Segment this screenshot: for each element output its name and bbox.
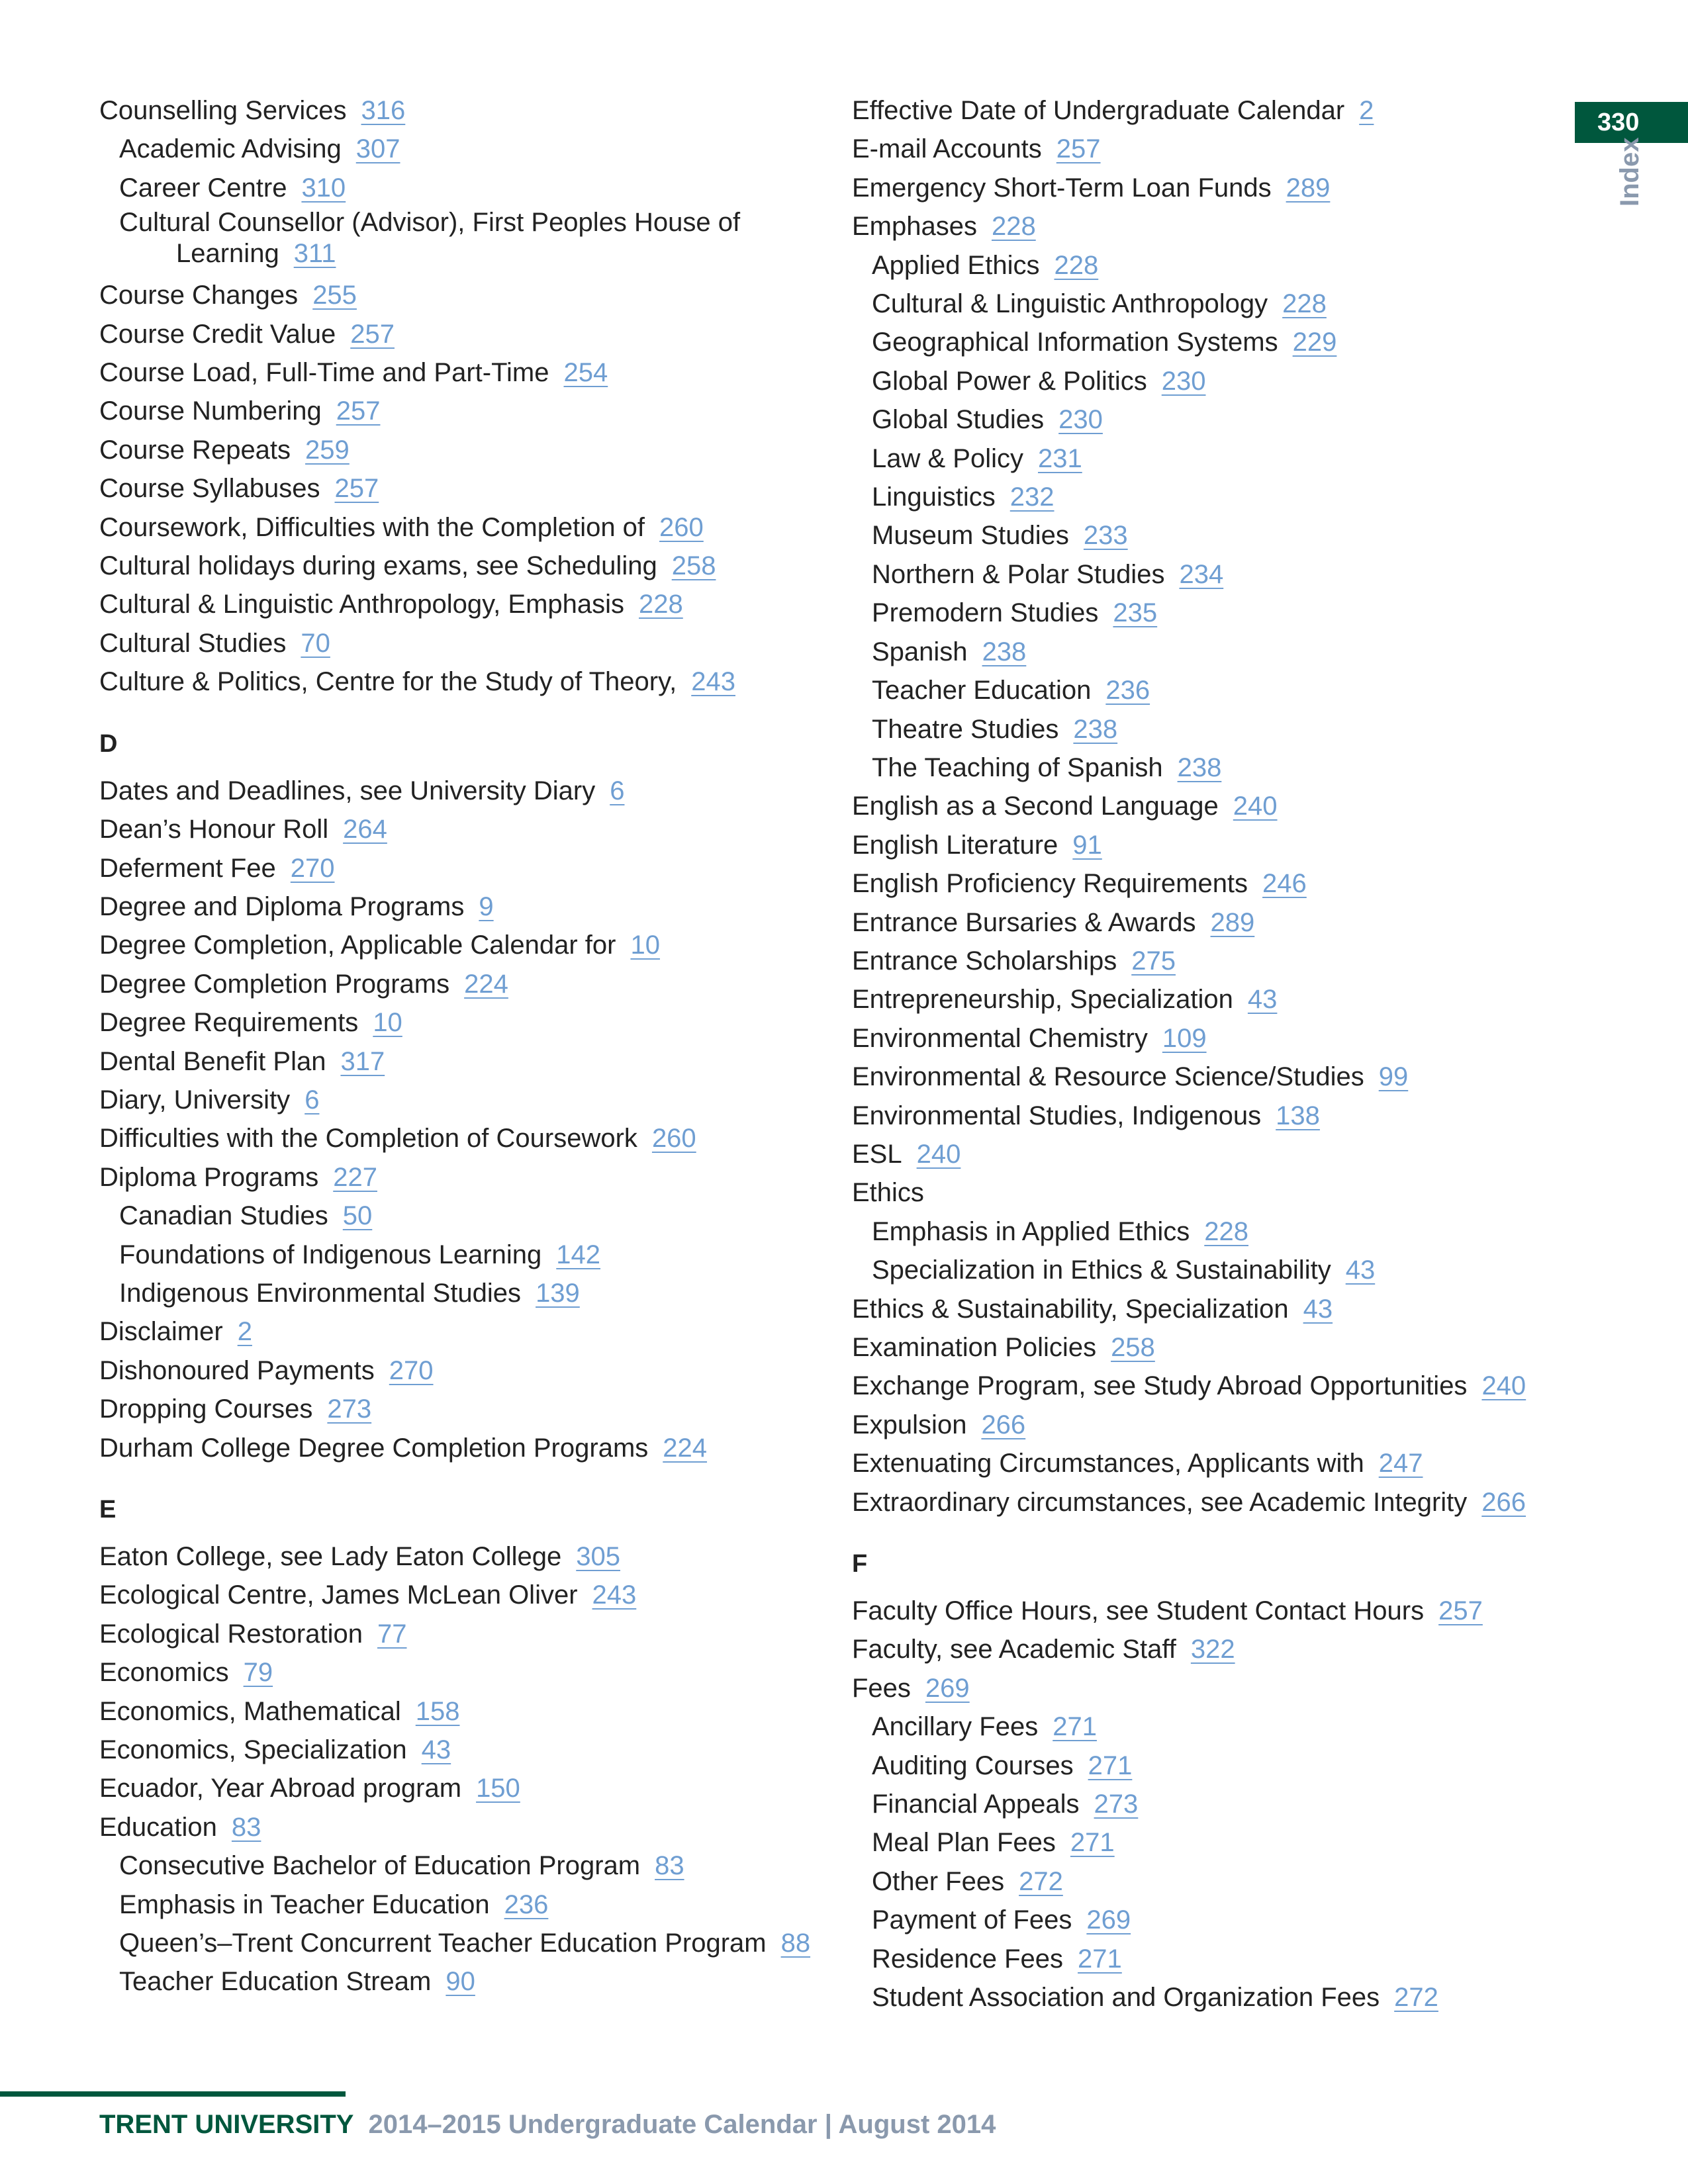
page-link[interactable]: 228 xyxy=(1282,289,1327,319)
index-term: Deferment Fee xyxy=(99,853,276,883)
index-term: E-mail Accounts xyxy=(852,134,1042,164)
index-entry xyxy=(852,130,1547,168)
index-entry xyxy=(852,207,1547,246)
index-term: Degree and Diploma Programs xyxy=(99,891,465,921)
page-link[interactable]: 271 xyxy=(1088,1751,1133,1780)
index-entry xyxy=(852,787,1547,825)
page-link[interactable]: 240 xyxy=(916,1139,961,1169)
page-link[interactable]: 142 xyxy=(556,1240,601,1269)
index-term: Disclaimer xyxy=(99,1317,223,1347)
page-link[interactable]: 266 xyxy=(981,1410,1026,1439)
page-link[interactable]: 317 xyxy=(340,1046,385,1076)
index-subentry xyxy=(852,439,1547,478)
index-term: Course Syllabuses xyxy=(99,474,320,504)
index-term: Entrepreneurship, Specialization xyxy=(852,985,1233,1015)
index-term: Course Load, Full-Time and Part-Time xyxy=(99,358,549,388)
index-entry xyxy=(99,392,808,430)
index-term: Academic Advising xyxy=(119,134,342,164)
page-link[interactable]: 150 xyxy=(476,1774,520,1803)
index-subentry xyxy=(99,207,808,276)
index-entry xyxy=(99,431,808,469)
index-term: Payment of Fees xyxy=(872,1905,1072,1935)
index-subentry xyxy=(852,1785,1547,1823)
index-subentry xyxy=(99,1924,811,1962)
index-term: Degree Requirements xyxy=(99,1008,359,1038)
index-entry xyxy=(852,91,1547,130)
index-entry xyxy=(852,980,1547,1019)
page-link[interactable]: 6 xyxy=(610,776,625,805)
page-link[interactable]: 228 xyxy=(991,212,1036,242)
page-link[interactable]: 83 xyxy=(655,1851,684,1881)
index-term: Linguistics xyxy=(872,482,996,512)
index-subentry xyxy=(852,1747,1547,1785)
page-link[interactable]: 228 xyxy=(639,590,683,619)
index-term: Expulsion xyxy=(852,1410,967,1439)
index-term: Indigenous Environmental Studies xyxy=(119,1278,522,1308)
index-entry xyxy=(99,1351,808,1390)
index-entry xyxy=(99,810,808,848)
page-link[interactable]: 43 xyxy=(421,1735,451,1765)
index-subentry xyxy=(99,169,808,207)
page-link[interactable]: 275 xyxy=(1131,946,1176,976)
page-link[interactable]: 264 xyxy=(343,815,387,844)
page-link[interactable]: 254 xyxy=(563,358,608,388)
index-term: Extenuating Circumstances, Applicants with xyxy=(852,1449,1364,1479)
page-link[interactable]: 243 xyxy=(592,1580,637,1610)
index-term: Teacher Education xyxy=(872,676,1092,705)
page-link[interactable]: 273 xyxy=(1094,1790,1139,1819)
index-term: Other Fees xyxy=(872,1866,1005,1896)
section-tab-index: Index xyxy=(1615,137,1644,206)
index-term: Ecological Centre, James McLean Oliver xyxy=(99,1580,578,1610)
index-entry xyxy=(852,864,1547,903)
index-subentry xyxy=(852,1901,1547,1939)
index-term: Economics, Specialization xyxy=(99,1735,407,1765)
index-term: Law & Policy xyxy=(872,443,1023,473)
index-term: Ecological Restoration xyxy=(99,1619,363,1649)
index-term: Entrance Scholarships xyxy=(852,946,1117,976)
index-term: Entrance Bursaries & Awards xyxy=(852,907,1196,937)
index-term: Coursework, Difficulties with the Completion of xyxy=(99,512,645,542)
index-entry xyxy=(852,169,1547,207)
index-subentry xyxy=(852,1823,1547,1862)
page-link[interactable]: 227 xyxy=(333,1162,377,1192)
index-term: Effective Date of Undergraduate Calendar xyxy=(852,96,1345,125)
index-subentry xyxy=(852,1978,1547,2017)
page-link[interactable]: 224 xyxy=(663,1433,708,1463)
index-term: Dishonoured Payments xyxy=(99,1355,375,1385)
index-subentry xyxy=(852,594,1547,632)
page-link[interactable]: 305 xyxy=(576,1542,621,1571)
index-term: Career Centre xyxy=(119,173,287,203)
page-link[interactable]: 70 xyxy=(301,628,330,658)
page-link[interactable]: 270 xyxy=(290,853,335,883)
index-entry xyxy=(852,903,1547,942)
index-term: Emphases xyxy=(852,212,977,242)
index-subentry xyxy=(852,323,1547,361)
page-link[interactable]: 236 xyxy=(1105,676,1150,705)
index-subentry xyxy=(852,1707,1547,1746)
index-entry xyxy=(852,826,1547,864)
page-link[interactable]: 138 xyxy=(1276,1101,1320,1130)
page-link[interactable]: 273 xyxy=(327,1394,372,1424)
index-entry xyxy=(99,1003,808,1042)
index-term: Teacher Education Stream xyxy=(119,1967,432,1997)
index-term: Emphasis in Applied Ethics xyxy=(872,1216,1190,1246)
page-link[interactable]: 230 xyxy=(1161,366,1206,396)
index-term: Specialization in Ethics & Sustainability xyxy=(872,1255,1331,1285)
section-letter-f: F xyxy=(852,1550,868,1578)
index-subentry xyxy=(852,400,1547,439)
page-link[interactable]: 311 xyxy=(293,239,336,269)
index-entry xyxy=(99,91,808,130)
index-term: Fees xyxy=(852,1673,911,1703)
page-link[interactable]: 257 xyxy=(334,474,379,504)
page-link[interactable]: 257 xyxy=(1056,134,1101,164)
page-link[interactable]: 236 xyxy=(504,1889,549,1919)
page-link[interactable]: 43 xyxy=(1303,1294,1333,1324)
index-entry xyxy=(99,1312,808,1351)
index-term: Degree Completion, Applicable Calendar for xyxy=(99,931,616,960)
index-subentry xyxy=(852,516,1547,555)
index-term: Spanish xyxy=(872,637,968,666)
index-term: English as a Second Language xyxy=(852,792,1219,821)
page-link[interactable]: 272 xyxy=(1019,1866,1063,1896)
index-entry xyxy=(99,662,808,701)
index-entry xyxy=(99,1081,808,1119)
index-entry xyxy=(99,772,808,810)
index-column-left xyxy=(99,91,811,2001)
page-link[interactable]: 240 xyxy=(1481,1371,1526,1401)
index-entry xyxy=(99,624,808,662)
index-term: Examination Policies xyxy=(852,1333,1097,1362)
index-term: Education xyxy=(99,1812,217,1842)
index-term: Global Studies xyxy=(872,405,1045,435)
index-term: Eaton College, see Lady Eaton College xyxy=(99,1542,562,1571)
page-link[interactable]: 43 xyxy=(1247,985,1278,1015)
index-entry xyxy=(852,1058,1547,1096)
index-term: Ethics xyxy=(852,1178,924,1208)
index-term: English Proficiency Requirements xyxy=(852,869,1248,899)
index-entry xyxy=(852,1173,1547,1212)
index-term: Diploma Programs xyxy=(99,1162,319,1192)
index-entry xyxy=(852,1483,1547,1522)
index-subentry xyxy=(852,710,1547,749)
page-link[interactable]: 2 xyxy=(1359,96,1374,125)
index-subentry xyxy=(852,246,1547,285)
page-link[interactable]: 246 xyxy=(1262,869,1307,899)
page-link[interactable]: 229 xyxy=(1292,328,1337,357)
index-subentry xyxy=(99,1236,808,1274)
index-entry xyxy=(852,1406,1547,1444)
page-link[interactable]: 310 xyxy=(301,173,346,203)
page-link[interactable]: 259 xyxy=(305,435,350,465)
index-term: Exchange Program, see Study Abroad Opportunities xyxy=(852,1371,1468,1401)
section-letter-d: D xyxy=(99,729,118,758)
page-link[interactable]: 90 xyxy=(445,1967,475,1997)
index-subentry xyxy=(99,1846,808,1885)
page-link[interactable]: 260 xyxy=(659,512,704,542)
index-term: Counselling Services xyxy=(99,96,347,125)
index-term: Emergency Short-Term Loan Funds xyxy=(852,173,1272,203)
index-entry xyxy=(99,353,808,392)
index-term: Environmental & Resource Science/Studies xyxy=(852,1062,1364,1092)
index-entry xyxy=(99,1769,808,1807)
page-link[interactable]: 257 xyxy=(350,319,395,349)
page-link[interactable]: 50 xyxy=(342,1201,373,1231)
index-term: Queen’s–Trent Concurrent Teacher Education Program xyxy=(119,1929,767,1958)
index-entry xyxy=(852,1019,1547,1058)
page-link[interactable]: 83 xyxy=(231,1812,261,1842)
index-term: Course Repeats xyxy=(99,435,291,465)
index-entry xyxy=(852,1135,1547,1173)
index-term: Faculty Office Hours, see Student Contact Hours xyxy=(852,1596,1425,1626)
index-term: Course Numbering xyxy=(99,396,322,426)
index-subentry xyxy=(852,671,1547,709)
index-entry xyxy=(99,849,808,887)
index-term: English Literature xyxy=(852,830,1058,860)
page-link[interactable]: 266 xyxy=(1481,1487,1526,1517)
index-term: Faculty, see Academic Staff xyxy=(852,1635,1176,1664)
index-term: Difficulties with the Completion of Coursework xyxy=(99,1124,637,1154)
index-term: Foundations of Indigenous Learning xyxy=(119,1240,542,1269)
page-link[interactable]: 109 xyxy=(1162,1023,1207,1053)
index-term: Applied Ethics xyxy=(872,250,1040,280)
index-term: Theatre Studies xyxy=(872,714,1059,744)
page-link[interactable]: 238 xyxy=(1177,752,1222,782)
index-term: Dental Benefit Plan xyxy=(99,1046,326,1076)
index-term: Course Credit Value xyxy=(99,319,336,349)
index-column-right xyxy=(852,91,1547,2017)
index-entry xyxy=(852,1290,1547,1328)
page-link[interactable]: 158 xyxy=(415,1696,460,1726)
index-subentry xyxy=(852,1862,1547,1901)
index-term: Geographical Information Systems xyxy=(872,328,1278,357)
page-link[interactable]: 322 xyxy=(1190,1635,1235,1664)
page-link[interactable]: 233 xyxy=(1083,521,1128,551)
index-term: Dean’s Honour Roll xyxy=(99,815,329,844)
index-term: Ancillary Fees xyxy=(872,1712,1039,1742)
index-entry xyxy=(852,1367,1547,1405)
page-link[interactable]: 10 xyxy=(373,1008,402,1038)
index-term: Ethics & Sustainability, Specialization xyxy=(852,1294,1289,1324)
index-term: Diary, University xyxy=(99,1085,291,1115)
index-subentry xyxy=(852,749,1547,787)
index-entry xyxy=(99,1576,808,1614)
page-link[interactable]: 257 xyxy=(1438,1596,1483,1626)
index-subentry xyxy=(99,1886,808,1924)
index-term: Canadian Studies xyxy=(119,1201,328,1231)
footer xyxy=(99,2110,996,2140)
index-term: Environmental Studies, Indigenous xyxy=(852,1101,1262,1130)
index-entry xyxy=(99,1390,808,1428)
page-link[interactable]: 10 xyxy=(630,931,660,960)
index-term: Financial Appeals xyxy=(872,1790,1080,1819)
page-link[interactable]: 224 xyxy=(464,969,508,999)
index-subentry xyxy=(852,1251,1547,1289)
index-subentry xyxy=(852,362,1547,400)
index-subentry xyxy=(99,1962,808,2001)
page-link[interactable]: 2 xyxy=(237,1317,252,1347)
index-entry xyxy=(99,276,808,314)
page-link[interactable]: 231 xyxy=(1037,443,1082,473)
index-term: Environmental Chemistry xyxy=(852,1023,1148,1053)
index-term: Course Changes xyxy=(99,281,299,310)
index-entry xyxy=(99,1429,808,1467)
index-term: Dropping Courses xyxy=(99,1394,313,1424)
index-subentry xyxy=(852,633,1547,671)
page-link[interactable]: 238 xyxy=(1073,714,1118,744)
index-entry xyxy=(852,942,1547,980)
page-link[interactable]: 230 xyxy=(1058,405,1103,435)
page-link[interactable]: 139 xyxy=(536,1278,580,1308)
index-term: Cultural holidays during exams, see Scheduling xyxy=(99,551,657,581)
index-term: Durham College Degree Completion Programs xyxy=(99,1433,649,1463)
index-entry xyxy=(852,1097,1547,1135)
page-link[interactable]: 232 xyxy=(1009,482,1055,512)
page-link[interactable]: 228 xyxy=(1204,1216,1249,1246)
index-subentry xyxy=(99,1197,808,1235)
index-term: Economics xyxy=(99,1658,229,1688)
index-term: Dates and Deadlines, see University Diary xyxy=(99,776,596,805)
index-term: Meal Plan Fees xyxy=(872,1828,1056,1858)
index-term: Residence Fees xyxy=(872,1944,1064,1974)
index-term: ESL xyxy=(852,1139,902,1169)
index-term: Cultural Counsellor (Advisor), First Peoples House of Learning xyxy=(119,208,741,269)
index-subentry xyxy=(852,478,1547,516)
footer-calendar: 2014–2015 Undergraduate Calendar | August 2014 xyxy=(368,2110,996,2139)
page-link[interactable]: 43 xyxy=(1345,1255,1376,1285)
index-subentry xyxy=(852,1212,1547,1251)
page-link[interactable]: 235 xyxy=(1113,598,1158,628)
index-entry xyxy=(852,1592,1547,1630)
page-link[interactable]: 272 xyxy=(1394,1983,1438,2013)
page-link[interactable]: 243 xyxy=(691,667,735,697)
index-entry xyxy=(99,1537,808,1576)
page-link[interactable]: 238 xyxy=(982,637,1027,666)
page-link[interactable]: 258 xyxy=(1111,1333,1155,1362)
index-entry xyxy=(99,1692,808,1731)
index-term: Consecutive Bachelor of Education Program xyxy=(119,1851,641,1881)
page-link[interactable]: 99 xyxy=(1378,1062,1409,1092)
index-entry xyxy=(99,508,808,547)
index-term: Northern & Polar Studies xyxy=(872,559,1165,589)
index-entry xyxy=(99,1615,808,1653)
page-link[interactable]: 307 xyxy=(355,134,400,164)
page-link[interactable]: 255 xyxy=(312,281,357,310)
index-entry xyxy=(99,1653,808,1692)
index-term: Cultural & Linguistic Anthropology xyxy=(872,289,1268,319)
index-term: Emphasis in Teacher Education xyxy=(119,1889,490,1919)
page-link[interactable]: 91 xyxy=(1072,830,1102,860)
page-link[interactable]: 269 xyxy=(1086,1905,1131,1935)
index-term: Premodern Studies xyxy=(872,598,1099,628)
index-entry xyxy=(852,1669,1547,1707)
index-entry xyxy=(99,1158,808,1197)
index-term: The Teaching of Spanish xyxy=(872,752,1163,782)
index-term: Student Association and Organization Fees xyxy=(872,1983,1380,2013)
page-link[interactable]: 257 xyxy=(336,396,381,426)
page-link[interactable]: 247 xyxy=(1378,1449,1423,1479)
index-entry xyxy=(99,965,808,1003)
index-entry xyxy=(99,1042,808,1081)
page-link[interactable]: 88 xyxy=(780,1929,811,1958)
page-link[interactable]: 289 xyxy=(1210,907,1255,937)
index-entry xyxy=(99,926,808,964)
index-entry xyxy=(99,1808,808,1846)
index-subentry xyxy=(852,285,1547,323)
index-term: Global Power & Politics xyxy=(872,366,1147,396)
index-entry xyxy=(99,1119,808,1158)
page-link[interactable]: 269 xyxy=(925,1673,970,1703)
index-term: Degree Completion Programs xyxy=(99,969,450,999)
page-link[interactable]: 77 xyxy=(377,1619,407,1649)
page-link[interactable]: 271 xyxy=(1053,1712,1097,1742)
index-entry xyxy=(99,547,808,585)
page-link[interactable]: 240 xyxy=(1233,792,1278,821)
page-link[interactable]: 260 xyxy=(651,1124,696,1154)
index-term: Economics, Mathematical xyxy=(99,1696,401,1726)
index-subentry xyxy=(852,1940,1547,1978)
index-term: Auditing Courses xyxy=(872,1751,1074,1780)
index-entry xyxy=(852,1444,1547,1482)
page-link[interactable]: 271 xyxy=(1070,1828,1115,1858)
index-subentry xyxy=(99,130,808,168)
index-term: Cultural Studies xyxy=(99,628,287,658)
page-number: 330 xyxy=(1575,102,1688,143)
footer-university: TRENT UNIVERSITY xyxy=(99,2110,354,2139)
page-link[interactable]: 270 xyxy=(389,1355,434,1385)
footer-rule xyxy=(0,2091,346,2097)
page-link[interactable]: 9 xyxy=(479,891,494,921)
index-term: Ecuador, Year Abroad program xyxy=(99,1774,462,1803)
page-link[interactable]: 271 xyxy=(1078,1944,1122,1974)
index-entry xyxy=(99,887,808,926)
page-link[interactable]: 228 xyxy=(1054,250,1099,280)
page-link[interactable]: 6 xyxy=(305,1085,320,1115)
page-link[interactable]: 79 xyxy=(243,1658,273,1688)
index-term: Museum Studies xyxy=(872,521,1069,551)
page-link[interactable]: 258 xyxy=(671,551,716,581)
index-term: Cultural & Linguistic Anthropology, Emphasis xyxy=(99,590,625,619)
index-term: Extraordinary circumstances, see Academic Integrity xyxy=(852,1487,1468,1517)
index-entry xyxy=(99,315,808,353)
index-entry xyxy=(99,469,808,508)
index-entry xyxy=(99,585,808,623)
index-entry xyxy=(852,1630,1547,1668)
index-subentry xyxy=(99,1274,808,1312)
index-term: Culture & Politics, Centre for the Study of Theory, xyxy=(99,667,677,697)
index-entry xyxy=(99,1731,808,1769)
page-link[interactable]: 316 xyxy=(361,96,406,125)
index-entry xyxy=(852,1328,1547,1367)
page-link[interactable]: 234 xyxy=(1179,559,1224,589)
index-subentry xyxy=(852,555,1547,594)
page-link[interactable]: 289 xyxy=(1286,173,1331,203)
section-letter-e: E xyxy=(99,1496,117,1524)
